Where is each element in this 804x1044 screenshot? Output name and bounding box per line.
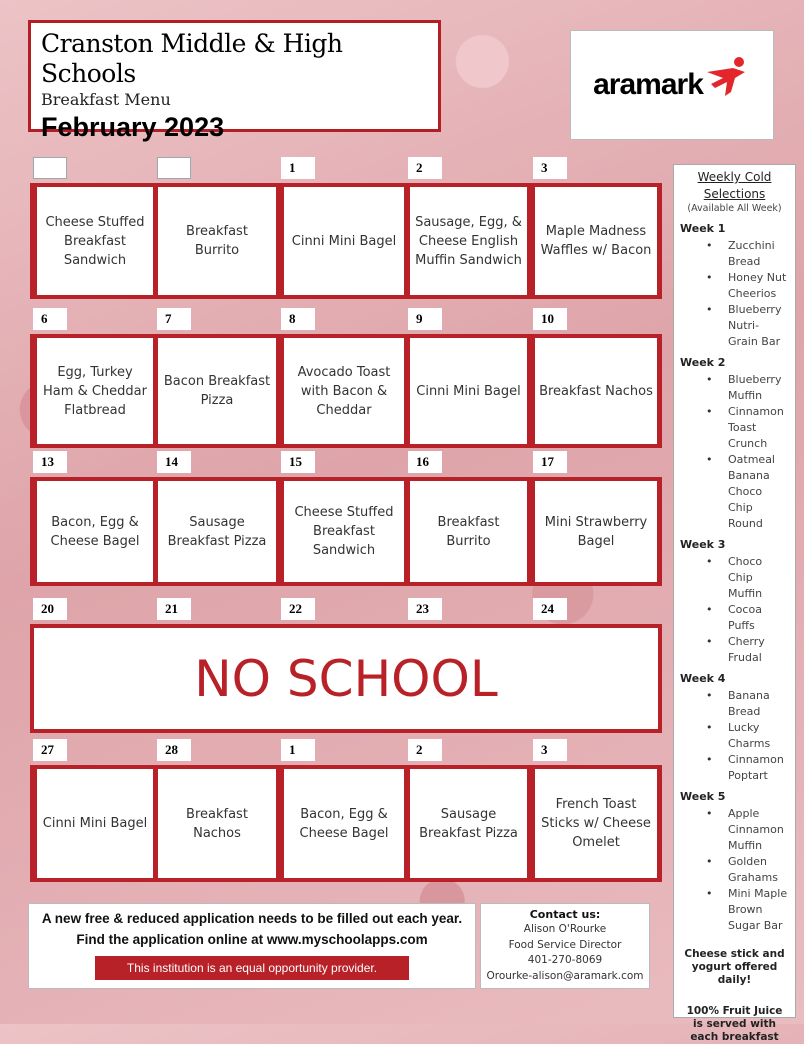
cold-week-items bbox=[680, 688, 789, 784]
day-number: 24 bbox=[533, 598, 567, 620]
cold-item: • Blueberry Muffin bbox=[680, 372, 789, 404]
menu-item-cell: Mini Strawberry Bagel bbox=[535, 481, 657, 582]
cold-week-label: Week 1 bbox=[680, 222, 726, 235]
contact-box bbox=[480, 903, 650, 989]
day-number bbox=[33, 157, 67, 179]
contact-phone: 401-270-8069 bbox=[527, 954, 603, 966]
cold-item: • Cocoa Puffs bbox=[680, 602, 789, 634]
cold-week-label: Week 4 bbox=[680, 672, 726, 685]
cold-selections-availability: (Available All Week) bbox=[687, 203, 782, 214]
cold-week-items bbox=[680, 554, 789, 666]
menu-item-cell: Bacon, Egg & Cheese Bagel bbox=[37, 481, 153, 582]
school-name: Cranston Middle & High Schools bbox=[41, 29, 343, 88]
cold-week-label: Week 5 bbox=[680, 790, 726, 803]
cold-weeks-list bbox=[680, 222, 789, 934]
day-number: 20 bbox=[33, 598, 67, 620]
day-number: 16 bbox=[408, 451, 442, 473]
contact-role: Food Service Director bbox=[508, 938, 622, 951]
application-notice-line-2: Find the application online at www.myschoolapps.com bbox=[76, 932, 428, 947]
menu-subtitle: Breakfast Menu bbox=[41, 90, 171, 109]
menu-item-cell: Sausage Breakfast Pizza bbox=[158, 481, 276, 582]
menu-item-cell: Maple Madness Waffles w/ Bacon bbox=[535, 187, 657, 295]
contact-email: Orourke-alison@aramark.com bbox=[486, 969, 644, 982]
cold-item: • Zucchini Bread bbox=[680, 238, 789, 270]
cold-item: • Choco Chip Muffin bbox=[680, 554, 789, 602]
day-number: 3 bbox=[533, 739, 567, 761]
cold-week-items bbox=[680, 806, 789, 934]
day-number: 13 bbox=[33, 451, 67, 473]
cold-week-label: Week 2 bbox=[680, 356, 726, 369]
day-number: 15 bbox=[281, 451, 315, 473]
day-number: 7 bbox=[157, 308, 191, 330]
fruit-juice-note: 100% Fruit Juice is served with each breakfast bbox=[686, 1005, 783, 1043]
menu-item-cell: Cheese Stuffed Breakfast Sandwich bbox=[37, 187, 153, 295]
menu-item-cell: Bacon, Egg & Cheese Bagel bbox=[284, 769, 404, 878]
no-school-banner: NO SCHOOL bbox=[30, 624, 662, 733]
cold-item: • Golden Grahams bbox=[680, 854, 789, 886]
day-number: 14 bbox=[157, 451, 191, 473]
day-number: 6 bbox=[33, 308, 67, 330]
cold-selections-title: Weekly Cold Selections bbox=[697, 170, 772, 201]
cold-item: • Lucky Charms bbox=[680, 720, 789, 752]
menu-item-cell: Cinni Mini Bagel bbox=[37, 769, 153, 878]
cold-item: • Banana Bread bbox=[680, 688, 789, 720]
day-number: 17 bbox=[533, 451, 567, 473]
day-number: 1 bbox=[281, 739, 315, 761]
day-number bbox=[157, 157, 191, 179]
menu-item-cell: Bacon Breakfast Pizza bbox=[158, 338, 276, 444]
equal-opportunity-banner: This institution is an equal opportunity provider. bbox=[95, 956, 409, 980]
aramark-star-person-icon bbox=[705, 54, 751, 102]
day-number: 10 bbox=[533, 308, 567, 330]
cold-selections-panel bbox=[673, 164, 796, 1043]
cold-item: • Cinnamon Poptart bbox=[680, 752, 789, 784]
cold-item: • Cinnamon Toast Crunch bbox=[680, 404, 789, 452]
cold-item: • Mini Maple Brown Sugar Bar bbox=[680, 886, 789, 934]
day-number: 3 bbox=[533, 157, 567, 179]
menu-item-cell: Breakfast Burrito bbox=[158, 187, 276, 295]
menu-item-cell: Breakfast Nachos bbox=[535, 338, 657, 444]
cold-item: • Apple Cinnamon Muffin bbox=[680, 806, 789, 854]
cold-item: • Honey Nut Cheerios bbox=[680, 270, 789, 302]
day-number: 1 bbox=[281, 157, 315, 179]
menu-item-cell: Avocado Toast with Bacon & Cheddar bbox=[284, 338, 404, 444]
menu-month: February 2023 bbox=[41, 112, 225, 142]
application-notice bbox=[28, 903, 476, 989]
menu-item-cell: Egg, Turkey Ham & Cheddar Flatbread bbox=[37, 338, 153, 444]
application-notice-line-1: A new free & reduced application needs to be filled out each year. bbox=[41, 911, 463, 926]
menu-item-cell: Breakfast Nachos bbox=[158, 769, 276, 878]
day-number: 23 bbox=[408, 598, 442, 620]
day-number: 9 bbox=[408, 308, 442, 330]
cold-week-items bbox=[680, 238, 789, 350]
day-number: 27 bbox=[33, 739, 67, 761]
day-number: 8 bbox=[281, 308, 315, 330]
cold-week-label: Week 3 bbox=[680, 538, 726, 551]
menu-item-cell: Breakfast Burrito bbox=[410, 481, 527, 582]
menu-item-cell: Cheese Stuffed Breakfast Sandwich bbox=[284, 481, 404, 582]
cold-item: • Cherry Frudal bbox=[680, 634, 789, 666]
menu-item-cell: French Toast Sticks w/ Cheese Omelet bbox=[535, 769, 657, 878]
contact-title: Contact us: bbox=[529, 908, 601, 921]
day-number: 2 bbox=[408, 739, 442, 761]
day-number: 2 bbox=[408, 157, 442, 179]
title-box bbox=[28, 20, 441, 142]
menu-item-cell: Sausage Breakfast Pizza bbox=[410, 769, 527, 878]
cold-item: • Oatmeal Banana Choco Chip Round bbox=[680, 452, 789, 532]
day-number: 28 bbox=[157, 739, 191, 761]
logo-text: aramark bbox=[593, 68, 703, 101]
cold-week-items bbox=[680, 372, 789, 532]
contact-name: Alison O'Rourke bbox=[523, 923, 607, 935]
menu-item-cell: Cinni Mini Bagel bbox=[284, 187, 404, 295]
cheese-yogurt-note: Cheese stick and yogurt offered daily! bbox=[684, 948, 785, 986]
menu-item-cell: Cinni Mini Bagel bbox=[410, 338, 527, 444]
day-number: 21 bbox=[157, 598, 191, 620]
aramark-logo bbox=[570, 30, 774, 140]
day-number: 22 bbox=[281, 598, 315, 620]
menu-item-cell: Sausage, Egg, & Cheese English Muffin Sandwich bbox=[410, 187, 527, 295]
cold-item: • Blueberry Nutri-Grain Bar bbox=[680, 302, 789, 350]
